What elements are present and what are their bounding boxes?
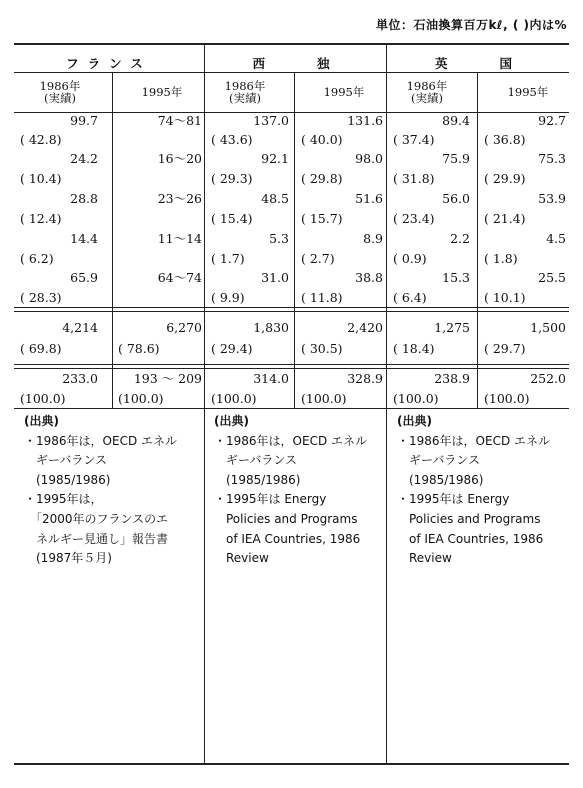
table-cell-fr1986-rows1-3: ( 10.4) [20, 171, 62, 186]
table-cell-fr1995-rows1-6: 11～14 [157, 231, 202, 246]
table-cell-uk1995-rows1-1: ( 36.8) [484, 132, 526, 147]
table-bottom-rule [14, 763, 569, 765]
table-top-rule [14, 43, 569, 45]
data-bottom-rule [14, 408, 569, 409]
section-rule-1 [14, 307, 569, 308]
table-cell-de1995-rows1-6: 8.9 [363, 231, 383, 246]
country-france: フランス [66, 56, 152, 71]
table-cell-fr1995-rows1-4: 23～26 [157, 191, 202, 206]
table-cell-uk1986-rows1-8: 15.3 [442, 270, 470, 285]
source-line: Policies and Programs [214, 511, 358, 526]
table-cell-uk1995-rows1-2: 75.3 [538, 151, 566, 166]
table-cell-de1986-rows1-7: ( 1.7) [211, 251, 245, 266]
source-line: ・1986年は，OECD エネル [397, 433, 551, 448]
source-title: (出典) [24, 414, 59, 428]
table-cell-fr1995-rows1-2: 16～20 [157, 151, 202, 166]
table-cell-uk1986-rows3-1: (100.0) [393, 391, 439, 406]
table-cell-uk1986-rows1-6: 2.2 [450, 231, 470, 246]
source-line: ・1986年は，OECD エネル [214, 433, 368, 448]
table-cell-uk1995-rows2-0: 1,500 [530, 320, 566, 335]
source-line: ギーバランス [214, 453, 298, 468]
source-line: ・1995年は， [24, 492, 103, 507]
table-cell-fr1995-rows1-0: 74～81 [157, 113, 202, 128]
table-cell-de1995-rows1-9: ( 11.8) [301, 290, 343, 305]
table-cell-uk1986-rows3-0: 238.9 [434, 371, 470, 386]
table-cell-uk1995-rows1-5: ( 21.4) [484, 211, 526, 226]
table-cell-fr1986-rows3-0: 233.0 [62, 371, 98, 386]
source-line: ・1995年は Energy [397, 492, 510, 507]
table-cell-de1986-rows2-0: 1,830 [253, 320, 289, 335]
table-cell-fr1995-rows3-1: (100.0) [118, 391, 164, 406]
header-de-1986: 1986年 (実績) [224, 79, 266, 105]
source-line: of IEA Countries, 1986 [214, 531, 361, 546]
table-cell-uk1995-rows1-6: 4.5 [546, 231, 566, 246]
table-cell-de1995-rows1-4: 51.6 [355, 191, 383, 206]
table-cell-fr1986-rows1-9: ( 28.3) [20, 290, 62, 305]
table-cell-uk1995-rows3-0: 252.0 [530, 371, 566, 386]
table-cell-de1995-rows1-5: ( 15.7) [301, 211, 343, 226]
source-block-0 [24, 412, 177, 569]
table-cell-fr1995-rows2-1: ( 78.6) [118, 341, 160, 356]
source-line: ギーバランス [24, 453, 108, 468]
table-cell-fr1995-rows2-0: 6,270 [166, 320, 202, 335]
table-cell-de1986-rows3-0: 314.0 [253, 371, 289, 386]
section-rule-2 [14, 364, 569, 365]
table-cell-uk1986-rows1-2: 75.9 [442, 151, 470, 166]
table-cell-de1995-rows1-1: ( 40.0) [301, 132, 343, 147]
table-cell-uk1995-rows1-0: 92.7 [538, 113, 566, 128]
table-cell-de1995-rows1-8: 38.8 [355, 270, 383, 285]
table-cell-fr1986-rows1-0: 99.7 [70, 113, 98, 128]
table-cell-de1986-rows1-6: 5.3 [269, 231, 289, 246]
table-cell-fr1986-rows1-4: 28.8 [70, 191, 98, 206]
source-line: ネルギー見通し」報告書 [24, 531, 169, 546]
source-line: Review [397, 551, 452, 566]
table-cell-fr1995-rows1-8: 64～74 [157, 270, 202, 285]
table-cell-de1995-rows1-7: ( 2.7) [301, 251, 335, 266]
table-cell-fr1986-rows2-0: 4,214 [62, 320, 98, 335]
table-cell-de1986-rows1-3: ( 29.3) [211, 171, 253, 186]
source-line: ・1986年は，OECD エネル [24, 433, 178, 448]
table-cell-de1986-rows1-2: 92.1 [261, 151, 289, 166]
table-cell-de1995-rows3-0: 328.9 [347, 371, 383, 386]
table-cell-de1986-rows1-5: ( 15.4) [211, 211, 253, 226]
table-cell-uk1986-rows1-9: ( 6.4) [393, 290, 427, 305]
table-cell-uk1995-rows2-1: ( 29.7) [484, 341, 526, 356]
table-cell-uk1986-rows1-5: ( 23.4) [393, 211, 435, 226]
table-cell-de1986-rows1-1: ( 43.6) [211, 132, 253, 147]
header-fr-1986: 1986年 (実績) [39, 79, 81, 105]
unit-note: 単位：石油換算百万kℓ, ( )内は% [375, 18, 567, 32]
table-cell-de1995-rows3-1: (100.0) [301, 391, 347, 406]
country-west-germany: 西 独 [252, 56, 339, 71]
table-cell-de1986-rows1-0: 137.0 [253, 113, 289, 128]
table-cell-uk1995-rows1-4: 53.9 [538, 191, 566, 206]
section-rule-1b [14, 311, 569, 312]
source-title: (出典) [214, 414, 249, 428]
table-cell-uk1986-rows2-1: ( 18.4) [393, 341, 435, 356]
table-cell-de1995-rows2-1: ( 30.5) [301, 341, 343, 356]
table-cell-fr1986-rows1-7: ( 6.2) [20, 251, 54, 266]
table-cell-de1995-rows1-0: 131.6 [347, 113, 383, 128]
table-cell-de1986-rows3-1: (100.0) [211, 391, 257, 406]
header-uk-1995: 1995年 [507, 85, 549, 99]
source-block-2 [397, 412, 550, 569]
table-cell-de1986-rows1-8: 31.0 [261, 270, 289, 285]
header-uk-1986: 1986年 (実績) [406, 79, 448, 105]
table-cell-uk1986-rows1-7: ( 0.9) [393, 251, 427, 266]
source-block-1 [214, 412, 367, 569]
table-cell-uk1995-rows1-7: ( 1.8) [484, 251, 518, 266]
source-line: 「2000年のフランスのエ [24, 511, 169, 526]
table-cell-de1995-rows1-2: 98.0 [355, 151, 383, 166]
table-cell-uk1986-rows1-3: ( 31.8) [393, 171, 435, 186]
country-uk: 英 国 [434, 56, 521, 71]
table-cell-fr1986-rows1-1: ( 42.8) [20, 132, 62, 147]
table-cell-fr1995-rows3-0: 193 ～ 209 [133, 371, 202, 386]
table-cell-fr1986-rows1-5: ( 12.4) [20, 211, 62, 226]
table-cell-uk1986-rows1-0: 89.4 [442, 113, 470, 128]
section-rule-2b [14, 368, 569, 369]
table-cell-fr1986-rows3-1: (100.0) [20, 391, 66, 406]
table-cell-uk1995-rows1-8: 25.5 [538, 270, 566, 285]
table-cell-uk1986-rows1-4: 56.0 [442, 191, 470, 206]
table-cell-fr1986-rows2-1: ( 69.8) [20, 341, 62, 356]
table-cell-de1995-rows2-0: 2,420 [347, 320, 383, 335]
table-cell-uk1995-rows3-1: (100.0) [484, 391, 530, 406]
source-line: Policies and Programs [397, 511, 541, 526]
source-line: (1985/1986) [214, 472, 301, 487]
table-cell-fr1986-rows1-6: 14.4 [70, 231, 98, 246]
source-line: ギーバランス [397, 453, 481, 468]
table-cell-uk1986-rows2-0: 1,275 [434, 320, 470, 335]
table-cell-fr1986-rows1-8: 65.9 [70, 270, 98, 285]
source-line: (1985/1986) [24, 472, 111, 487]
header-divider [14, 72, 569, 73]
table-cell-de1986-rows2-1: ( 29.4) [211, 341, 253, 356]
table-cell-de1986-rows1-9: ( 9.9) [211, 290, 245, 305]
table-cell-uk1986-rows1-1: ( 37.4) [393, 132, 435, 147]
source-title: (出典) [397, 414, 432, 428]
table-cell-de1986-rows1-4: 48.5 [261, 191, 289, 206]
table-cell-uk1995-rows1-3: ( 29.9) [484, 171, 526, 186]
table-cell-uk1995-rows1-9: ( 10.1) [484, 290, 526, 305]
source-line: ・1995年は Energy [214, 492, 327, 507]
header-fr-1995: 1995年 [141, 85, 183, 99]
table-cell-de1995-rows1-3: ( 29.8) [301, 171, 343, 186]
source-line: (1987年５月) [24, 551, 112, 566]
source-line: (1985/1986) [397, 472, 484, 487]
source-line: Review [214, 551, 269, 566]
source-line: of IEA Countries, 1986 [397, 531, 544, 546]
header-de-1995: 1995年 [323, 85, 365, 99]
table-cell-fr1986-rows1-2: 24.2 [70, 151, 98, 166]
